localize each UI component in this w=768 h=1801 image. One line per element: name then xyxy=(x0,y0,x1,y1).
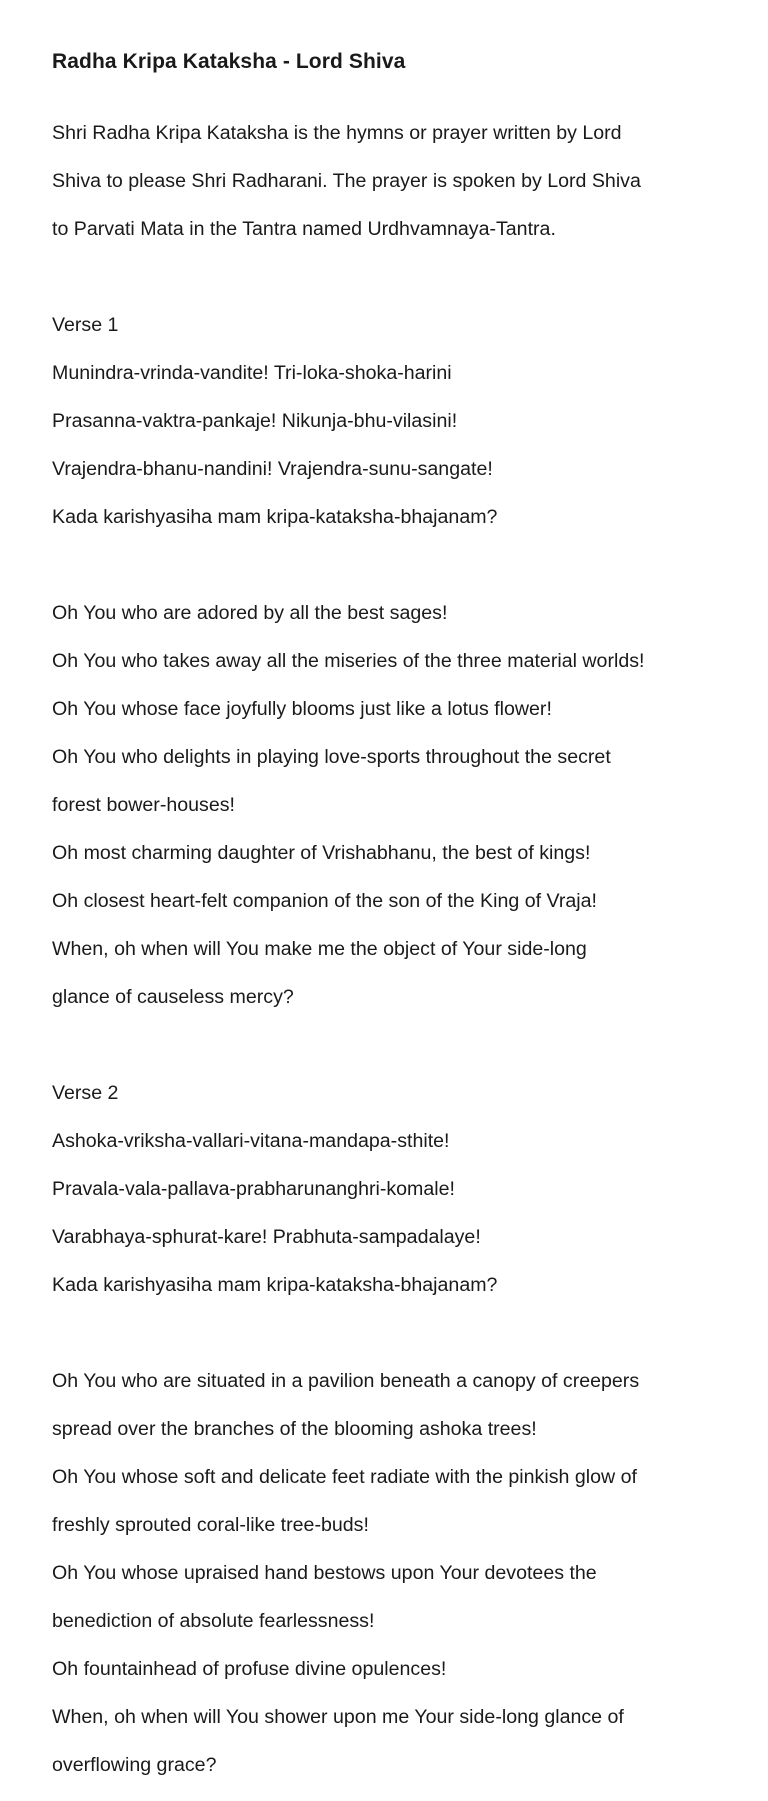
verse-line: Kada karishyasiha mam kripa-kataksha-bhajanam? xyxy=(52,1274,498,1296)
translation-line: Oh You who takes away all the miseries of the three material worlds! xyxy=(52,650,645,672)
intro-line: Shri Radha Kripa Kataksha is the hymns or prayer written by Lord xyxy=(52,122,622,144)
intro-paragraph xyxy=(52,97,728,265)
translation-line: Oh You who delights in playing love-sports throughout the secret xyxy=(52,746,611,768)
translation-line: overflowing grace? xyxy=(52,1754,217,1776)
verse-line: Vrajendra-bhanu-nandini! Vrajendra-sunu-sangate! xyxy=(52,458,493,480)
translation-line: glance of causeless mercy? xyxy=(52,986,294,1008)
translation-line: spread over the branches of the blooming ashoka trees! xyxy=(52,1418,537,1440)
intro-line: Shiva to please Shri Radharani. The prayer is spoken by Lord Shiva xyxy=(52,170,641,192)
translation-line: When, oh when will You make me the object of Your side-long xyxy=(52,938,587,960)
translation-line: Oh closest heart-felt companion of the son of the King of Vraja! xyxy=(52,890,597,912)
translation-line: benediction of absolute fearlessness! xyxy=(52,1610,375,1632)
translation-line: Oh You who are situated in a pavilion beneath a canopy of creepers xyxy=(52,1370,640,1392)
page-title: Radha Kripa Kataksha - Lord Shiva xyxy=(52,50,406,73)
verse-line: Varabhaya-sphurat-kare! Prabhuta-sampadalaye! xyxy=(52,1226,481,1248)
verse-2-text xyxy=(52,1057,728,1321)
translation-line: forest bower-houses! xyxy=(52,794,235,816)
verse-line: Munindra-vrinda-vandite! Tri-loka-shoka-harini xyxy=(52,362,452,384)
verse-line: Pravala-vala-pallava-prabharunanghri-komale! xyxy=(52,1178,455,1200)
verse-line: Prasanna-vaktra-pankaje! Nikunja-bhu-vilasini! xyxy=(52,410,458,432)
translation-line: Oh You whose face joyfully blooms just like a lotus flower! xyxy=(52,698,552,720)
verse-line: Ashoka-vriksha-vallari-vitana-mandapa-sthite! xyxy=(52,1130,450,1152)
translation-line: Oh You who are adored by all the best sages! xyxy=(52,602,448,624)
verse-1-translation xyxy=(52,577,728,1033)
translation-line: freshly sprouted coral-like tree-buds! xyxy=(52,1514,369,1536)
translation-line: Oh fountainhead of profuse divine opulences! xyxy=(52,1658,447,1680)
verse-1-heading: Verse 1 xyxy=(52,314,119,336)
verse-2-heading: Verse 2 xyxy=(52,1082,119,1104)
translation-line: Oh You whose upraised hand bestows upon Your devotees the xyxy=(52,1562,597,1584)
intro-line: to Parvati Mata in the Tantra named Urdhvamnaya-Tantra. xyxy=(52,218,556,240)
verse-line: Kada karishyasiha mam kripa-kataksha-bhajanam? xyxy=(52,506,498,528)
translation-line: When, oh when will You shower upon me Your side-long glance of xyxy=(52,1706,624,1728)
translation-line: Oh most charming daughter of Vrishabhanu, the best of kings! xyxy=(52,842,591,864)
translation-line: Oh You whose soft and delicate feet radiate with the pinkish glow of xyxy=(52,1466,637,1488)
verse-2-translation xyxy=(52,1345,728,1801)
verse-1-text xyxy=(52,289,728,553)
